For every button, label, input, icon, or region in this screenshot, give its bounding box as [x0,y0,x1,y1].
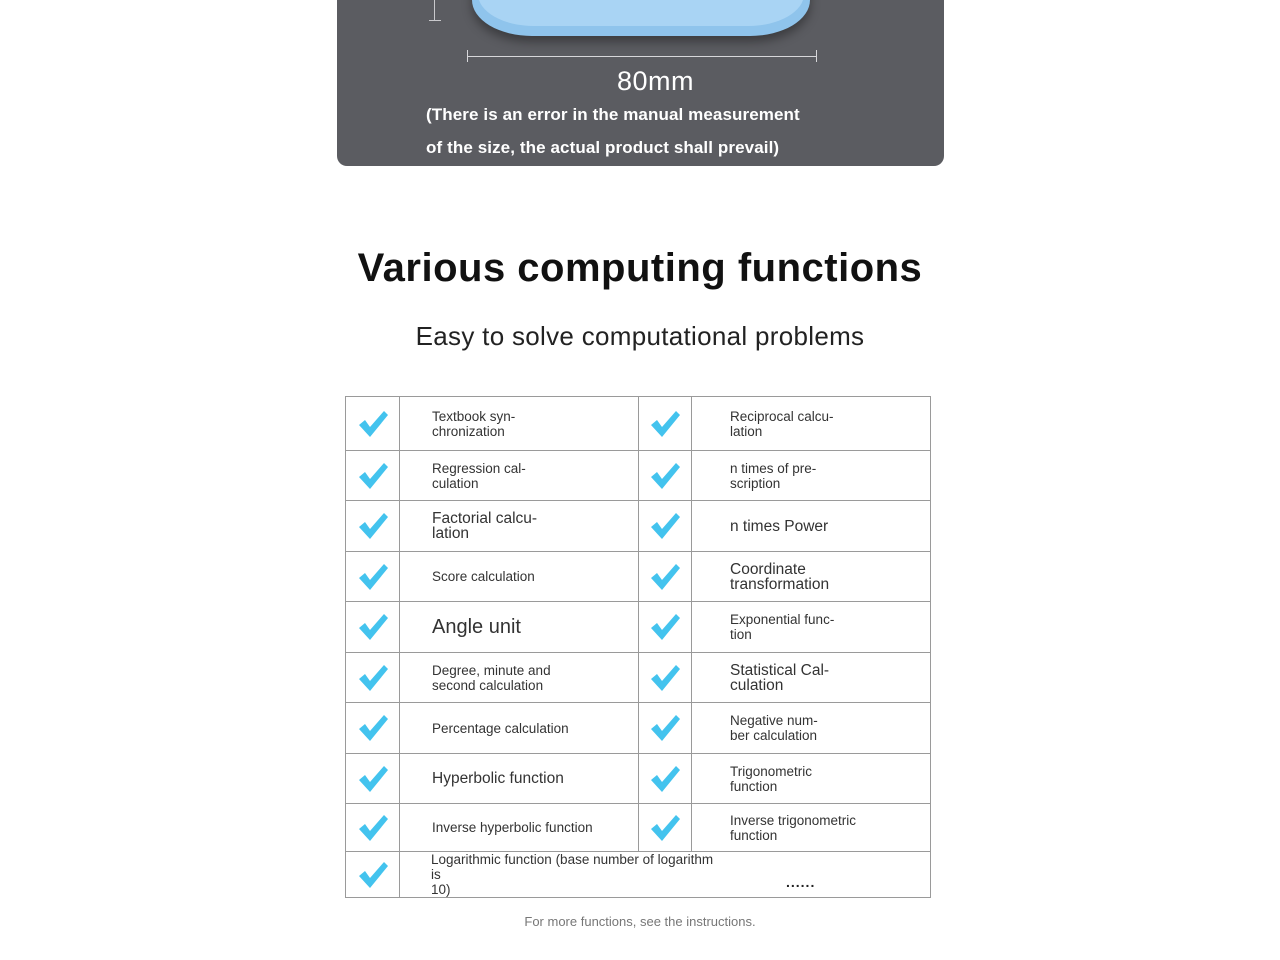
function-label [730,501,920,551]
table-row [346,804,930,852]
more-functions-dots: ...... [786,874,816,890]
height-marker [434,0,435,20]
check-mark-icon [346,754,400,803]
function-label-text: Inverse hyperbolic function [432,820,593,835]
measurement-note-line2: of the size, the actual product shall prevail) [426,138,780,157]
function-label [730,602,920,652]
table-row [346,552,930,602]
check-mark-icon [346,397,400,450]
check-mark-icon [346,602,400,652]
width-dimension-label: 80mm [616,66,694,96]
check-mark-icon [638,653,692,702]
function-label [730,754,920,803]
height-marker-foot [429,20,441,21]
function-label-text: Statistical Cal- culation [730,661,830,694]
function-label-text: Trigonometric function [730,763,813,794]
function-label-text: Negative num- ber calculation [730,713,818,743]
function-label-text: Reciprocal calcu- lation [730,408,834,439]
function-label-text: Coordinate transformation [730,560,830,593]
function-label [730,552,920,601]
table-row [346,754,930,804]
width-dimension-line [467,56,816,57]
function-label-text: Textbook syn- chronization [432,408,516,439]
function-label-text: Logarithmic function (base number of logarithm is 10) [431,852,714,897]
table-row [346,653,930,703]
function-label-text: Inverse trigonometric function [730,812,857,843]
function-label-text: Degree, minute and second calculation [432,662,551,693]
table-row-last [346,852,930,897]
function-label [730,451,920,500]
table-row [346,703,930,754]
function-label-text: Percentage calculation [432,720,569,736]
function-label [432,451,632,500]
check-mark-icon [638,754,692,803]
check-mark-icon [638,804,692,851]
function-label-text: Exponential func- tion [730,612,835,642]
table-row [346,451,930,501]
check-mark-icon [346,653,400,702]
check-mark-icon [638,451,692,500]
measurement-note-line1: (There is an error in the manual measurement [426,105,800,124]
function-label [432,703,632,753]
function-label [730,397,920,450]
footnote: For more functions, see the instructions. [524,914,756,929]
function-label-text: n times of pre- scription [730,460,817,491]
check-mark-icon [346,501,400,551]
table-row [346,602,930,653]
calculator-device-image [472,0,810,36]
check-mark-icon [638,552,692,601]
section-subtitle: Easy to solve computational problems [415,321,865,351]
check-mark-icon [638,501,692,551]
check-mark-icon [638,397,692,450]
check-mark-icon [346,804,400,851]
check-mark-icon [346,552,400,601]
function-label [432,653,632,702]
function-label [431,852,731,897]
function-label [730,804,920,851]
function-label [432,804,632,851]
check-mark-icon [638,602,692,652]
dimension-tick-left [467,50,468,62]
function-label-text: Score calculation [432,569,535,584]
function-label-text: Factorial calcu- lation [432,510,538,542]
dimension-tick-right [816,50,817,62]
table-row [346,501,930,552]
function-label [432,754,632,803]
check-mark-icon [346,852,400,897]
section-title: Various computing functions [357,246,923,290]
check-mark-icon [638,703,692,753]
function-label-text: Hyperbolic function [432,770,564,787]
dimension-panel [337,0,944,166]
function-label [432,602,632,652]
function-label-text: n times Power [730,517,829,535]
function-label [730,703,920,753]
function-label [432,501,632,551]
table-row [346,397,930,451]
function-label-text: Regression cal- culation [432,460,526,491]
function-label [432,397,632,450]
check-mark-icon [346,451,400,500]
function-label [730,653,920,702]
function-label-text: Angle unit [432,616,521,638]
check-mark-icon [346,703,400,753]
function-label [432,552,632,601]
functions-table [345,396,931,898]
